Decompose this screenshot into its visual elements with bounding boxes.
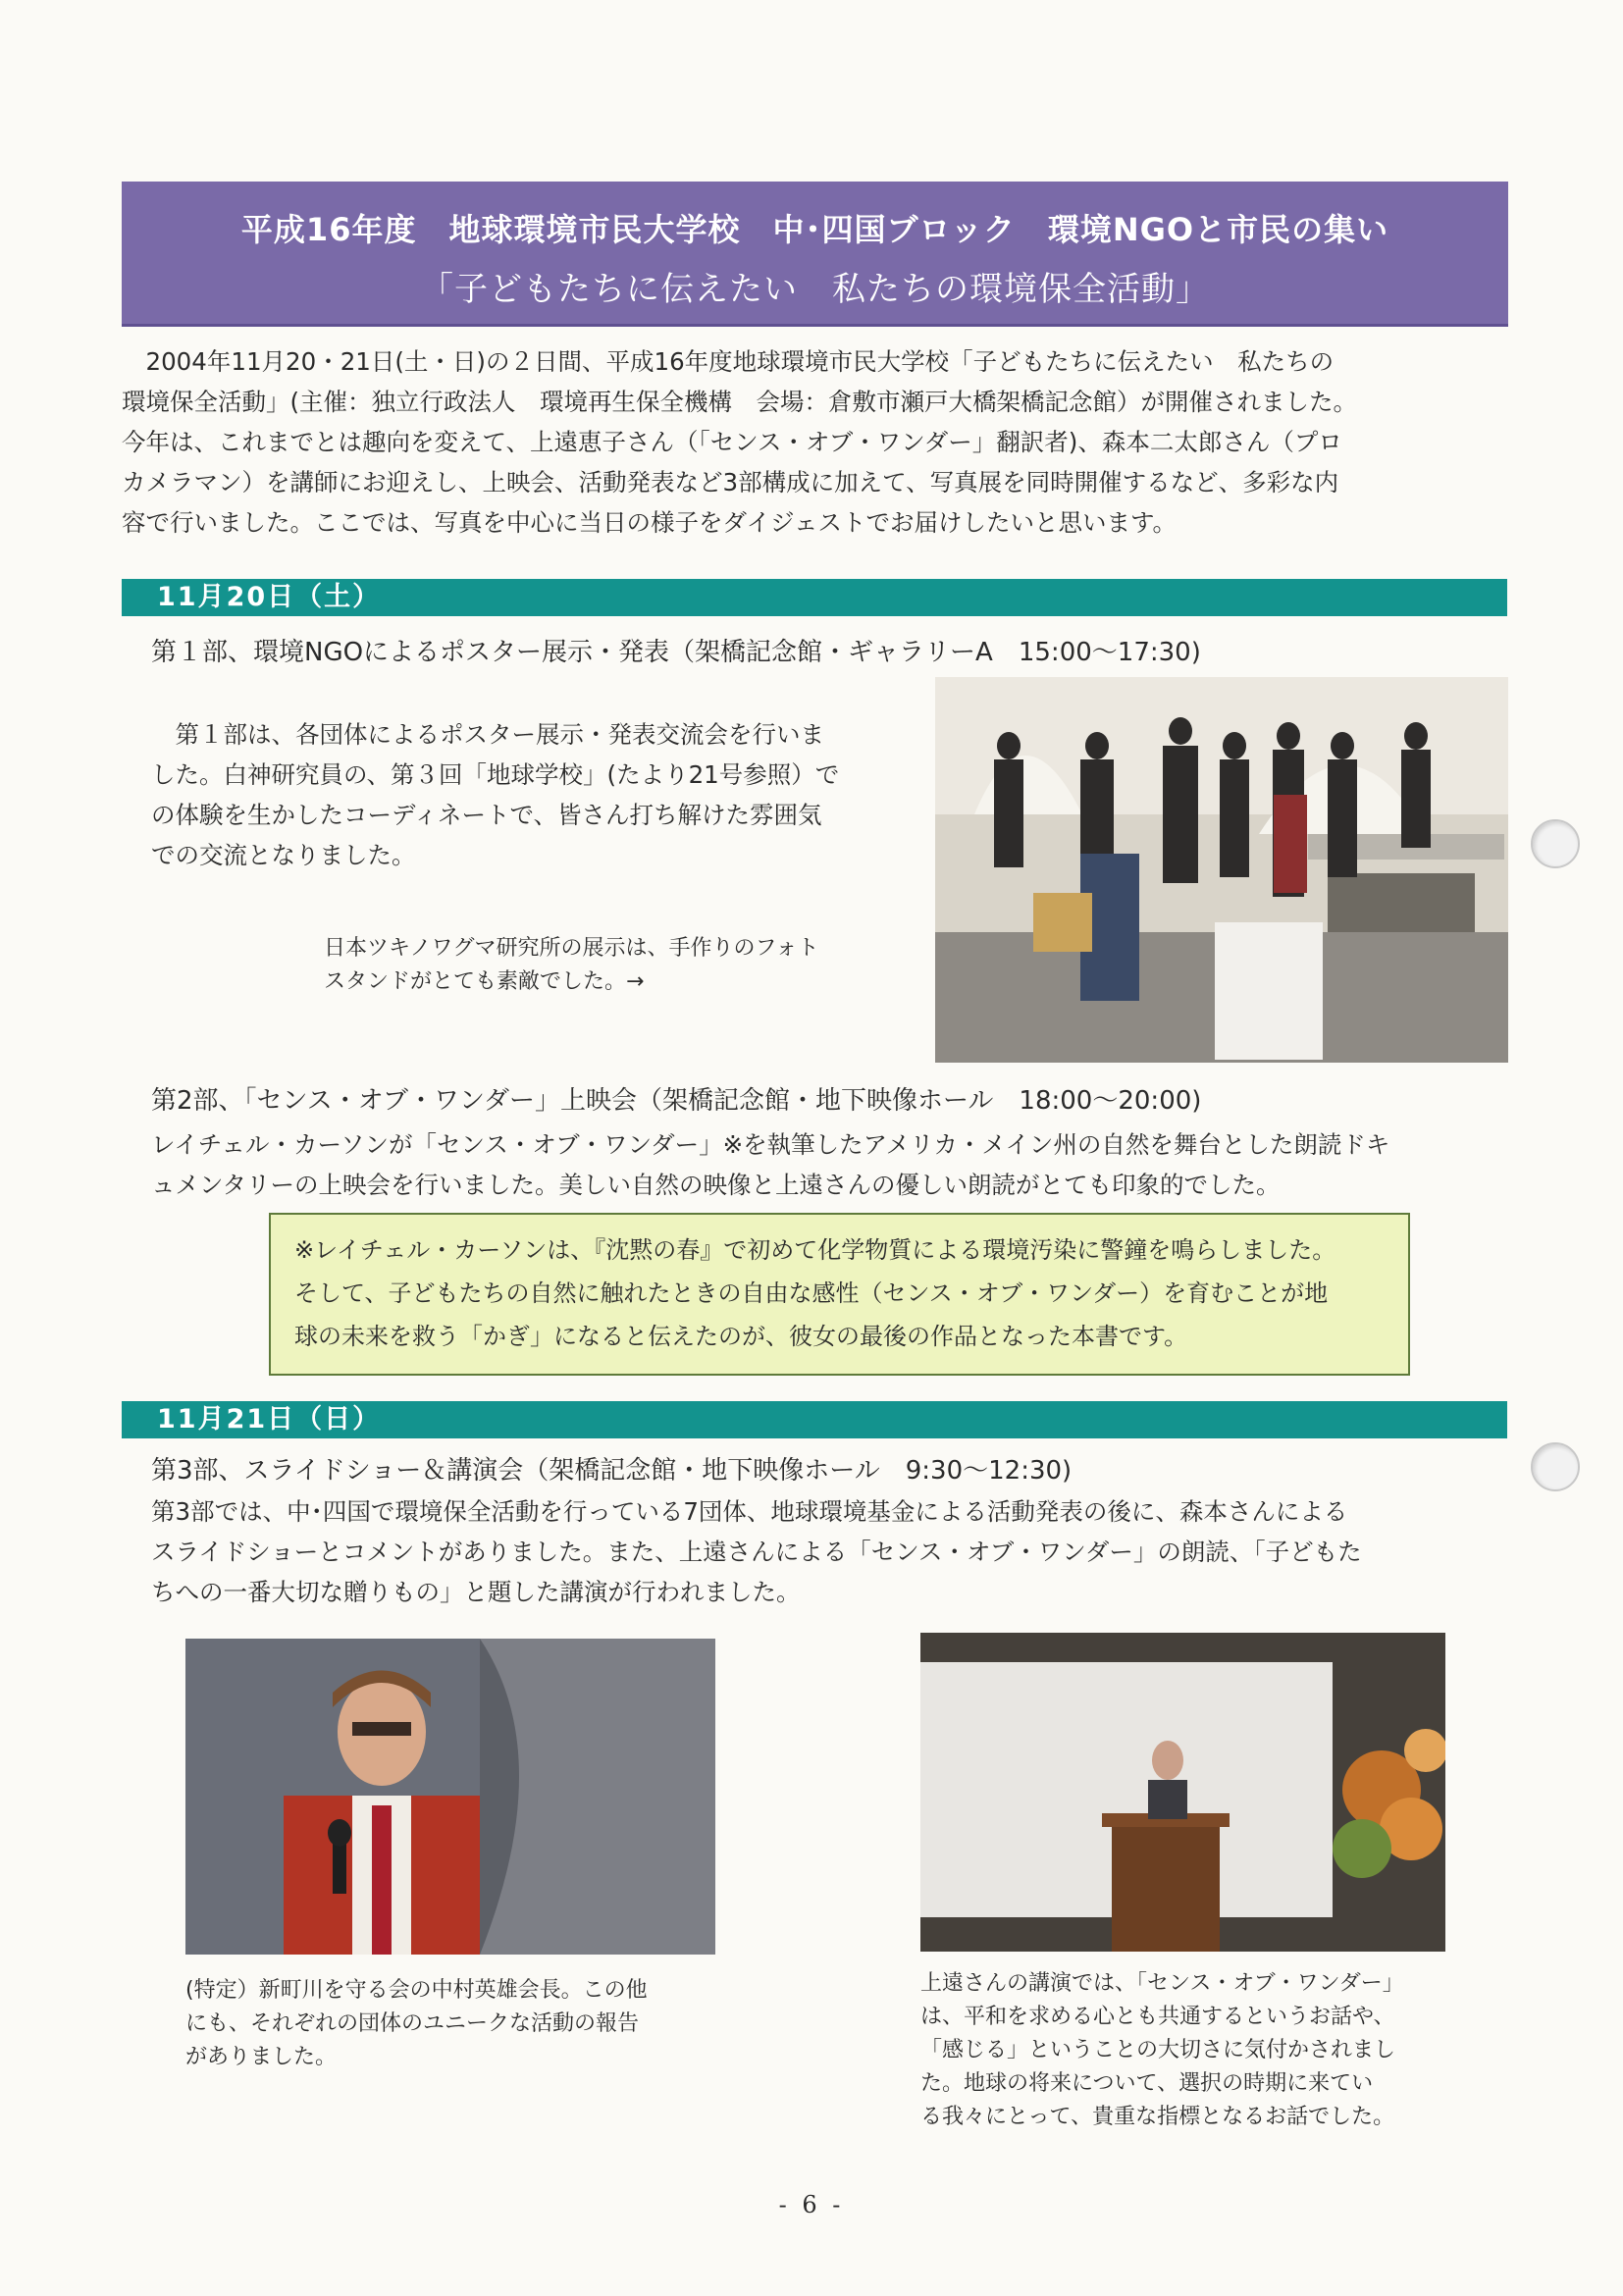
punch-hole-top — [1531, 819, 1580, 868]
poster-exhibit-photo — [935, 677, 1508, 1063]
speaker-nakamura-photo — [185, 1639, 715, 1955]
caption-right: 上遠さんの講演では、｢センス・オブ・ワンダー」 は、平和を求める心とも共通するというお話や、 「感じる」ということの大切さに気付かされまし た。地球の将来について、選択の時期に来てい る我々にとって、貴重な指標となるお話でした。 — [920, 1971, 1404, 2129]
intro-paragraph: 2004年11月20・21日(土・日)の２日間、平成16年度地球環境市民大学校「子どもたちに伝えたい 私たちの 環境保全活動」(主催：独立行政法人 環境再生保全機構 会場：倉敷市瀬戸大橋架橋記念館）が開催されました。 今年は、これまでとは趣向を変えて、上遠恵子さん（「センス・オブ・ワンダー」翻訳者)、森本二太郎さん（プロ カメラマン）を講師にお迎えし、上映会、活動発表など3部構成に加えて、写真展を同時開催するなど、多彩な内 容で行いました。ここでは、写真を中心に当日の様子をダイジェストでお届けしたいと思います。 — [122, 347, 1358, 537]
date-bar-day2 — [122, 1401, 1507, 1438]
date-day1: 11月20日（土） — [157, 582, 382, 612]
title-banner — [122, 182, 1508, 327]
date-day2: 11月21日（日） — [157, 1404, 382, 1435]
part3-heading: 第3部、スライドショー＆講演会（架橋記念館・地下映像ホール 9:30〜12:30) — [151, 1456, 1073, 1486]
page-number: - 6 - — [778, 2191, 845, 2218]
part2-body: レイチェル・カーソンが「センス・オブ・ワンダー」※を執筆したアメリカ・メイン州の自然を舞台とした朗読ドキ ュメンタリーの上映会を行いました。美しい自然の映像と上遠さんの優しい朗読がとても印象的でした。 — [151, 1130, 1390, 1199]
banner-subtitle: 「子どもたちに伝えたい 私たちの環境保全活動」 — [420, 270, 1210, 309]
part3-body: 第3部では、中･四国で環境保全活動を行っている7団体、地球環境基金による活動発表の後に、森本さんによる スライドショーとコメントがありました。また、上遠さんによる「センス・オブ・ワンダー」の朗読、「子どもた ちへの一番大切な贈りもの」と題した講演が行われました。 — [151, 1497, 1362, 1606]
part1-heading: 第１部、環境NGOによるポスター展示・発表（架橋記念館・ギャラリーA 15:00〜17:30) — [151, 638, 1201, 667]
note-box — [269, 1213, 1410, 1376]
punch-hole-bottom — [1531, 1442, 1580, 1491]
lecture-kamito-photo — [920, 1633, 1445, 1952]
part1-caption: 日本ツキノワグマ研究所の展示は、手作りのフォト スタンドがとても素敵でした。→ — [324, 936, 819, 994]
date-bar-day1 — [122, 579, 1507, 616]
part1-body: 第１部は、各団体によるポスター展示・発表交流会を行いま した。白神研究員の、第３回「地球学校」(たより21号参照）で の体験を生かしたコーディネートで、皆さん打ち解けた雰囲気 での交流となりました。 — [151, 720, 840, 869]
caption-left: (特定）新町川を守る会の中村英雄会長。この他 にも、それぞれの団体のユニークな活動の報告 がありました。 — [185, 1978, 648, 2069]
banner-title: 平成16年度 地球環境市民大学校 中･四国ブロック 環境NGOと市民の集い — [240, 211, 1389, 248]
part2-heading: 第2部、「センス・オブ・ワンダー」上映会（架橋記念館・地下映像ホール 18:00〜20:00) — [151, 1086, 1202, 1116]
note-text: ※レイチェル・カーソンは、『沈黙の春』で初めて化学物質による環境汚染に警鐘を鳴らしました。 そして、子どもたちの自然に触れたときの自由な感性（センス・オブ・ワンダー）を育むことが地 球の未来を救う「かぎ」になると伝えたのが、彼女の最後の作品となった本書です。 — [294, 1236, 1336, 1350]
